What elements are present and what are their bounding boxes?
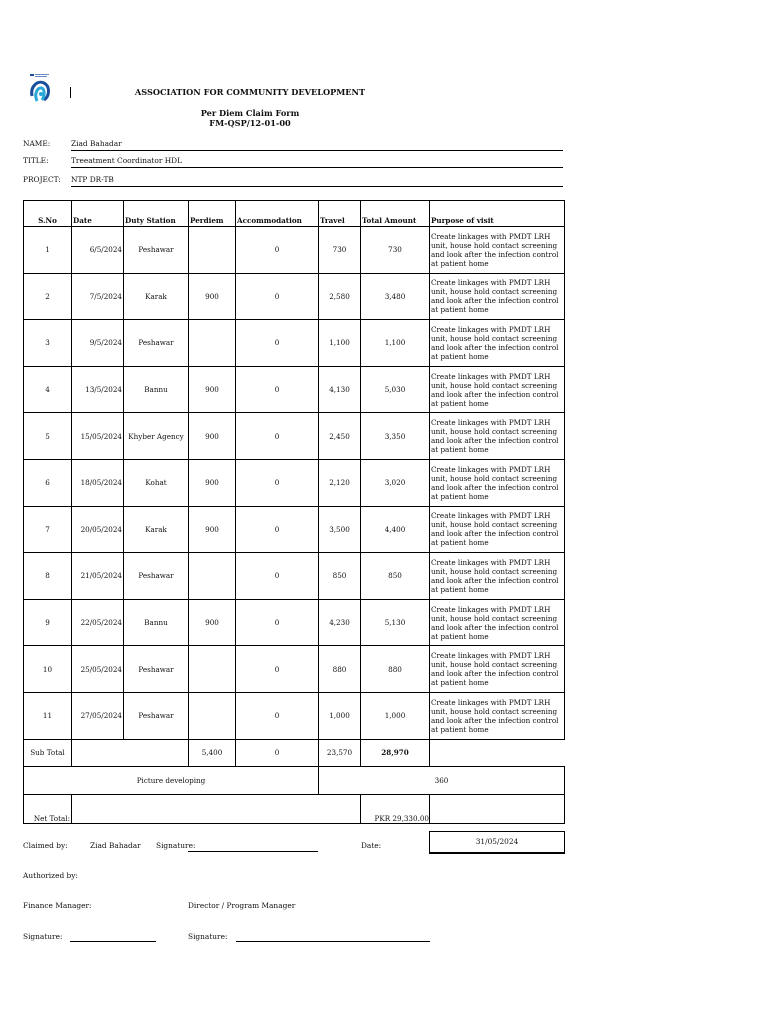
project-row [23,175,563,187]
row-accommodation: 0 [236,366,319,413]
subtotal-travel: 23,570 [319,739,361,766]
row-total: 5,030 [361,366,430,413]
title-label: TITLE: [23,156,49,165]
row-perdiem [189,227,236,274]
row-perdiem: 900 [189,366,236,413]
col-total-amount: Total Amount [361,201,430,227]
col-purpose: Purpose of visit [430,201,565,227]
row-station: Kohat [124,459,189,506]
row-perdiem [189,320,236,367]
row-date: 6/5/2024 [72,227,124,274]
col-perdiem: Perdiem [189,201,236,227]
row-perdiem [189,553,236,600]
row-station: Peshawar [124,320,189,367]
col-travel: Travel [319,201,361,227]
row-perdiem [189,692,236,739]
row-station: Karak [124,506,189,553]
row-station: Peshawar [124,692,189,739]
project-field [71,175,563,187]
table-row [24,366,565,413]
row-purpose: Create linkages with PMDT LRH unit, house hold contact screening and look after the infection control at patient home [430,646,565,693]
table-row [24,273,565,320]
table-row [24,599,565,646]
row-accommodation: 0 [236,273,319,320]
table-row [24,459,565,506]
net-total-blank [430,794,565,823]
date-field[interactable]: 31/05/2024 [429,831,565,854]
table-row [24,413,565,460]
row-purpose: Create linkages with PMDT LRH unit, house hold contact screening and look after the infection control at patient home [430,506,565,553]
net-total-label: Net Total: [24,794,72,823]
row-sno: 4 [24,366,72,413]
row-total: 730 [361,227,430,274]
row-date: 20/05/2024 [72,506,124,553]
subtotal-empty [72,739,189,766]
row-travel: 2,120 [319,459,361,506]
row-purpose: Create linkages with PMDT LRH unit, house hold contact screening and look after the infection control at patient home [430,320,565,367]
row-perdiem: 900 [189,413,236,460]
row-travel: 730 [319,227,361,274]
row-purpose: Create linkages with PMDT LRH unit, house hold contact screening and look after the infection control at patient home [430,599,565,646]
table-row [24,553,565,600]
row-date: 18/05/2024 [72,459,124,506]
row-perdiem [189,646,236,693]
table-row [24,320,565,367]
row-station: Peshawar [124,553,189,600]
row-travel: 4,230 [319,599,361,646]
row-total: 5,130 [361,599,430,646]
row-perdiem: 900 [189,599,236,646]
row-sno: 7 [24,506,72,553]
subtotal-label: Sub Total [24,739,72,766]
row-date: 15/05/2024 [72,413,124,460]
row-station: Karak [124,273,189,320]
row-station: Bannu [124,366,189,413]
finance-signature-label: Signature: [23,932,63,941]
row-total: 4,400 [361,506,430,553]
col-date: Date [72,201,124,227]
row-purpose: Create linkages with PMDT LRH unit, house hold contact screening and look after the infection control at patient home [430,692,565,739]
row-sno: 6 [24,459,72,506]
organization-name: ASSOCIATION FOR COMMUNITY DEVELOPMENT [134,87,366,97]
row-date: 7/5/2024 [72,273,124,320]
row-sno: 2 [24,273,72,320]
table-row [24,692,565,739]
picture-row [24,766,565,794]
picture-amount: 360 [319,766,565,794]
table-row [24,227,565,274]
row-sno: 1 [24,227,72,274]
row-travel: 1,000 [319,692,361,739]
table-row [24,646,565,693]
row-travel: 880 [319,646,361,693]
net-total-amount: PKR 29,330.00 [361,794,430,823]
row-accommodation: 0 [236,320,319,367]
row-purpose: Create linkages with PMDT LRH unit, house hold contact screening and look after the infection control at patient home [430,273,565,320]
row-total: 1,000 [361,692,430,739]
row-accommodation: 0 [236,553,319,600]
row-travel: 850 [319,553,361,600]
col-accommodation: Accommodation [236,201,319,227]
claimed-by-label: Claimed by: [23,841,68,850]
form-title: Per Diem Claim Form [200,108,300,118]
table-row [24,506,565,553]
row-accommodation: 0 [236,459,319,506]
row-station: Peshawar [124,646,189,693]
row-date: 25/05/2024 [72,646,124,693]
net-total-row [24,794,565,823]
director-signature-label: Signature: [188,932,228,941]
row-perdiem: 900 [189,459,236,506]
row-sno: 3 [24,320,72,367]
finance-manager-label: Finance Manager: [23,901,92,910]
row-purpose: Create linkages with PMDT LRH unit, house hold contact screening and look after the infection control at patient home [430,459,565,506]
row-purpose: Create linkages with PMDT LRH unit, house hold contact screening and look after the infection control at patient home [430,227,565,274]
row-station: Bannu [124,599,189,646]
director-signature-line[interactable] [236,941,430,942]
row-sno: 5 [24,413,72,460]
subtotal-accommodation: 0 [236,739,319,766]
row-accommodation: 0 [236,227,319,274]
claims-table [23,200,565,824]
row-accommodation: 0 [236,413,319,460]
name-label: NAME: [23,139,51,148]
name-row [23,139,563,151]
row-travel: 3,500 [319,506,361,553]
director-label: Director / Program Manager [188,901,296,910]
row-date: 21/05/2024 [72,553,124,600]
subtotal-total: 28,970 [361,739,430,766]
col-sno: S.No [24,201,72,227]
form-title-block [0,108,500,128]
row-sno: 9 [24,599,72,646]
table-header-row [24,201,565,227]
signature-label: Signature: [156,841,196,850]
name-value: Ziad Bahadar [71,139,122,148]
subtotal-blank [430,739,565,766]
row-sno: 8 [24,553,72,600]
title-value: Treeatment Coordinator HDL [71,156,182,165]
row-travel: 4,130 [319,366,361,413]
row-date: 22/05/2024 [72,599,124,646]
title-field [71,156,563,168]
finance-signature-line[interactable] [70,941,156,942]
net-total-empty [72,794,361,823]
claimant-signature-line[interactable] [188,851,318,852]
project-label: PROJECT: [23,175,61,184]
row-accommodation: 0 [236,692,319,739]
row-sno: 11 [24,692,72,739]
name-field [71,139,563,151]
subtotal-row [24,739,565,766]
row-total: 880 [361,646,430,693]
row-total: 3,020 [361,459,430,506]
row-purpose: Create linkages with PMDT LRH unit, house hold contact screening and look after the infection control at patient home [430,413,565,460]
authorized-by-label: Authorized by: [23,871,78,880]
row-travel: 2,580 [319,273,361,320]
row-perdiem: 900 [189,506,236,553]
row-perdiem: 900 [189,273,236,320]
form-code: FM-QSP/12-01-00 [209,118,291,128]
date-label: Date: [361,841,382,850]
row-travel: 1,100 [319,320,361,367]
row-date: 13/5/2024 [72,366,124,413]
subtotal-perdiem: 5,400 [189,739,236,766]
row-station: Khyber Agency [124,413,189,460]
row-total: 1,100 [361,320,430,367]
claimed-by-value: Ziad Bahadar [90,841,141,850]
row-purpose: Create linkages with PMDT LRH unit, house hold contact screening and look after the infection control at patient home [430,553,565,600]
row-date: 9/5/2024 [72,320,124,367]
row-total: 850 [361,553,430,600]
row-date: 27/05/2024 [72,692,124,739]
row-total: 3,480 [361,273,430,320]
picture-label: Picture developing [24,766,319,794]
row-total: 3,350 [361,413,430,460]
row-accommodation: 0 [236,506,319,553]
row-accommodation: 0 [236,599,319,646]
row-accommodation: 0 [236,646,319,693]
row-travel: 2,450 [319,413,361,460]
row-purpose: Create linkages with PMDT LRH unit, house hold contact screening and look after the infection control at patient home [430,366,565,413]
row-station: Peshawar [124,227,189,274]
title-row [23,156,563,168]
col-duty-station: Duty Station [124,201,189,227]
project-value: NTP DR-TB [71,175,114,184]
row-sno: 10 [24,646,72,693]
